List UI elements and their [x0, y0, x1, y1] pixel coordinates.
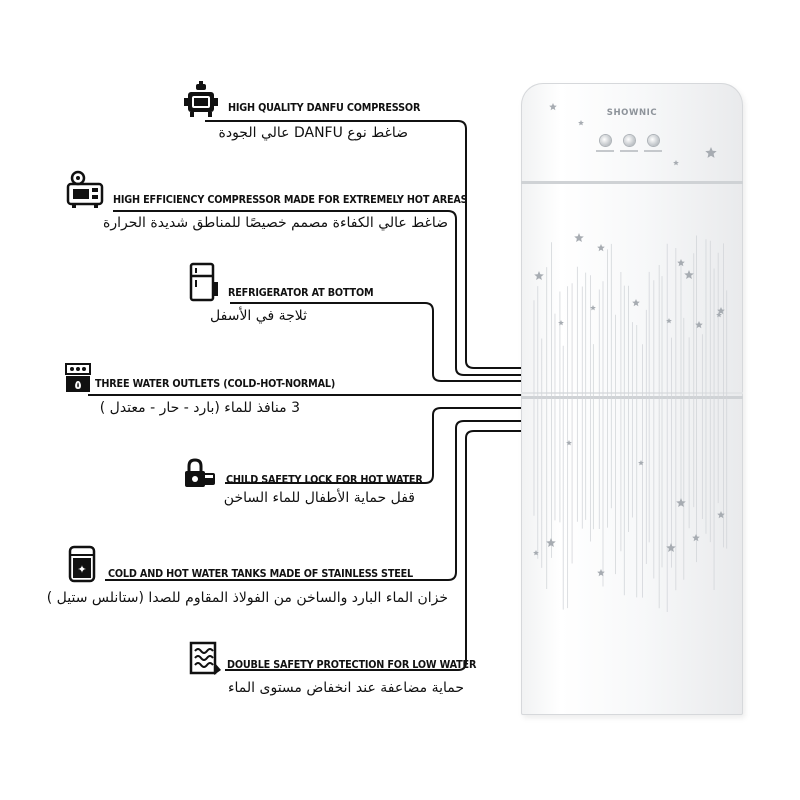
door-star — [673, 160, 679, 165]
door-star — [692, 534, 700, 541]
door-star — [546, 538, 556, 547]
star-pattern — [521, 83, 743, 715]
feature-1-title: HIGH QUALITY DANFU COMPRESSOR — [228, 102, 421, 114]
svg-text:✦: ✦ — [77, 563, 87, 576]
door-star — [666, 543, 676, 552]
door-star — [578, 120, 584, 125]
door-star — [566, 440, 572, 445]
door-star — [549, 103, 557, 110]
child-lock-icon — [183, 457, 217, 491]
water-tank-icon — [66, 545, 98, 583]
feature-3-title: REFRIGERATOR AT BOTTOM — [228, 287, 374, 299]
door-star — [597, 569, 605, 576]
door-star — [684, 270, 694, 279]
feature-2-arabic: ضاغط عالي الكفاءة مصمم خصيصًا للمناطق شديدة الحرارة — [103, 215, 448, 231]
door-star — [705, 147, 716, 158]
low-water-protection-icon — [188, 640, 224, 678]
feature-4-arabic: 3 منافذ للماء (بارد - حار - معتدل ) — [99, 400, 300, 416]
compressor-icon — [180, 80, 222, 120]
feature-7-arabic: حماية مضاعفة عند انخفاض مستوى الماء — [227, 680, 464, 696]
svg-text:٥: ٥ — [74, 378, 82, 392]
feature-6-title: COLD AND HOT WATER TANKS MADE OF STAINLESS STEEL — [108, 568, 414, 580]
connector-1 — [205, 121, 525, 368]
door-star — [632, 299, 640, 306]
water-outlets-icon — [64, 362, 92, 394]
feature-1-arabic: ضاغط نوع DANFU عالي الجودة — [218, 125, 408, 141]
door-star — [574, 233, 584, 242]
door-star — [558, 320, 564, 325]
feature-5-arabic: قفل حماية الأطفال للماء الساخن — [223, 490, 415, 506]
connector-7 — [225, 431, 525, 670]
door-star — [597, 244, 605, 251]
feature-2-title: HIGH EFFICIENCY COMPRESSOR MADE FOR EXTREMELY HOT AREAS — [113, 194, 468, 206]
door-star — [590, 305, 596, 310]
refrigerator-icon — [188, 262, 220, 304]
feature-6-arabic: خزان الماء البارد والساخن من الفولاذ المقاوم للصدا (ستانلس ستيل ) — [46, 590, 448, 606]
connector-5 — [225, 408, 525, 483]
high-efficiency-compressor-icon — [64, 168, 108, 210]
feature-3-arabic: ثلاجة في الأسفل — [210, 308, 307, 324]
feature-7-title: DOUBLE SAFETY PROTECTION FOR LOW WATER — [227, 659, 477, 671]
brand-logo: SHOWNIC — [606, 108, 658, 118]
door-star — [534, 271, 544, 280]
door-star — [638, 460, 644, 465]
water-dispenser — [521, 83, 743, 715]
feature-5-title: CHILD SAFETY LOCK FOR HOT WATER — [226, 474, 423, 486]
feature-4-title: THREE WATER OUTLETS (COLD-HOT-NORMAL) — [95, 378, 336, 390]
